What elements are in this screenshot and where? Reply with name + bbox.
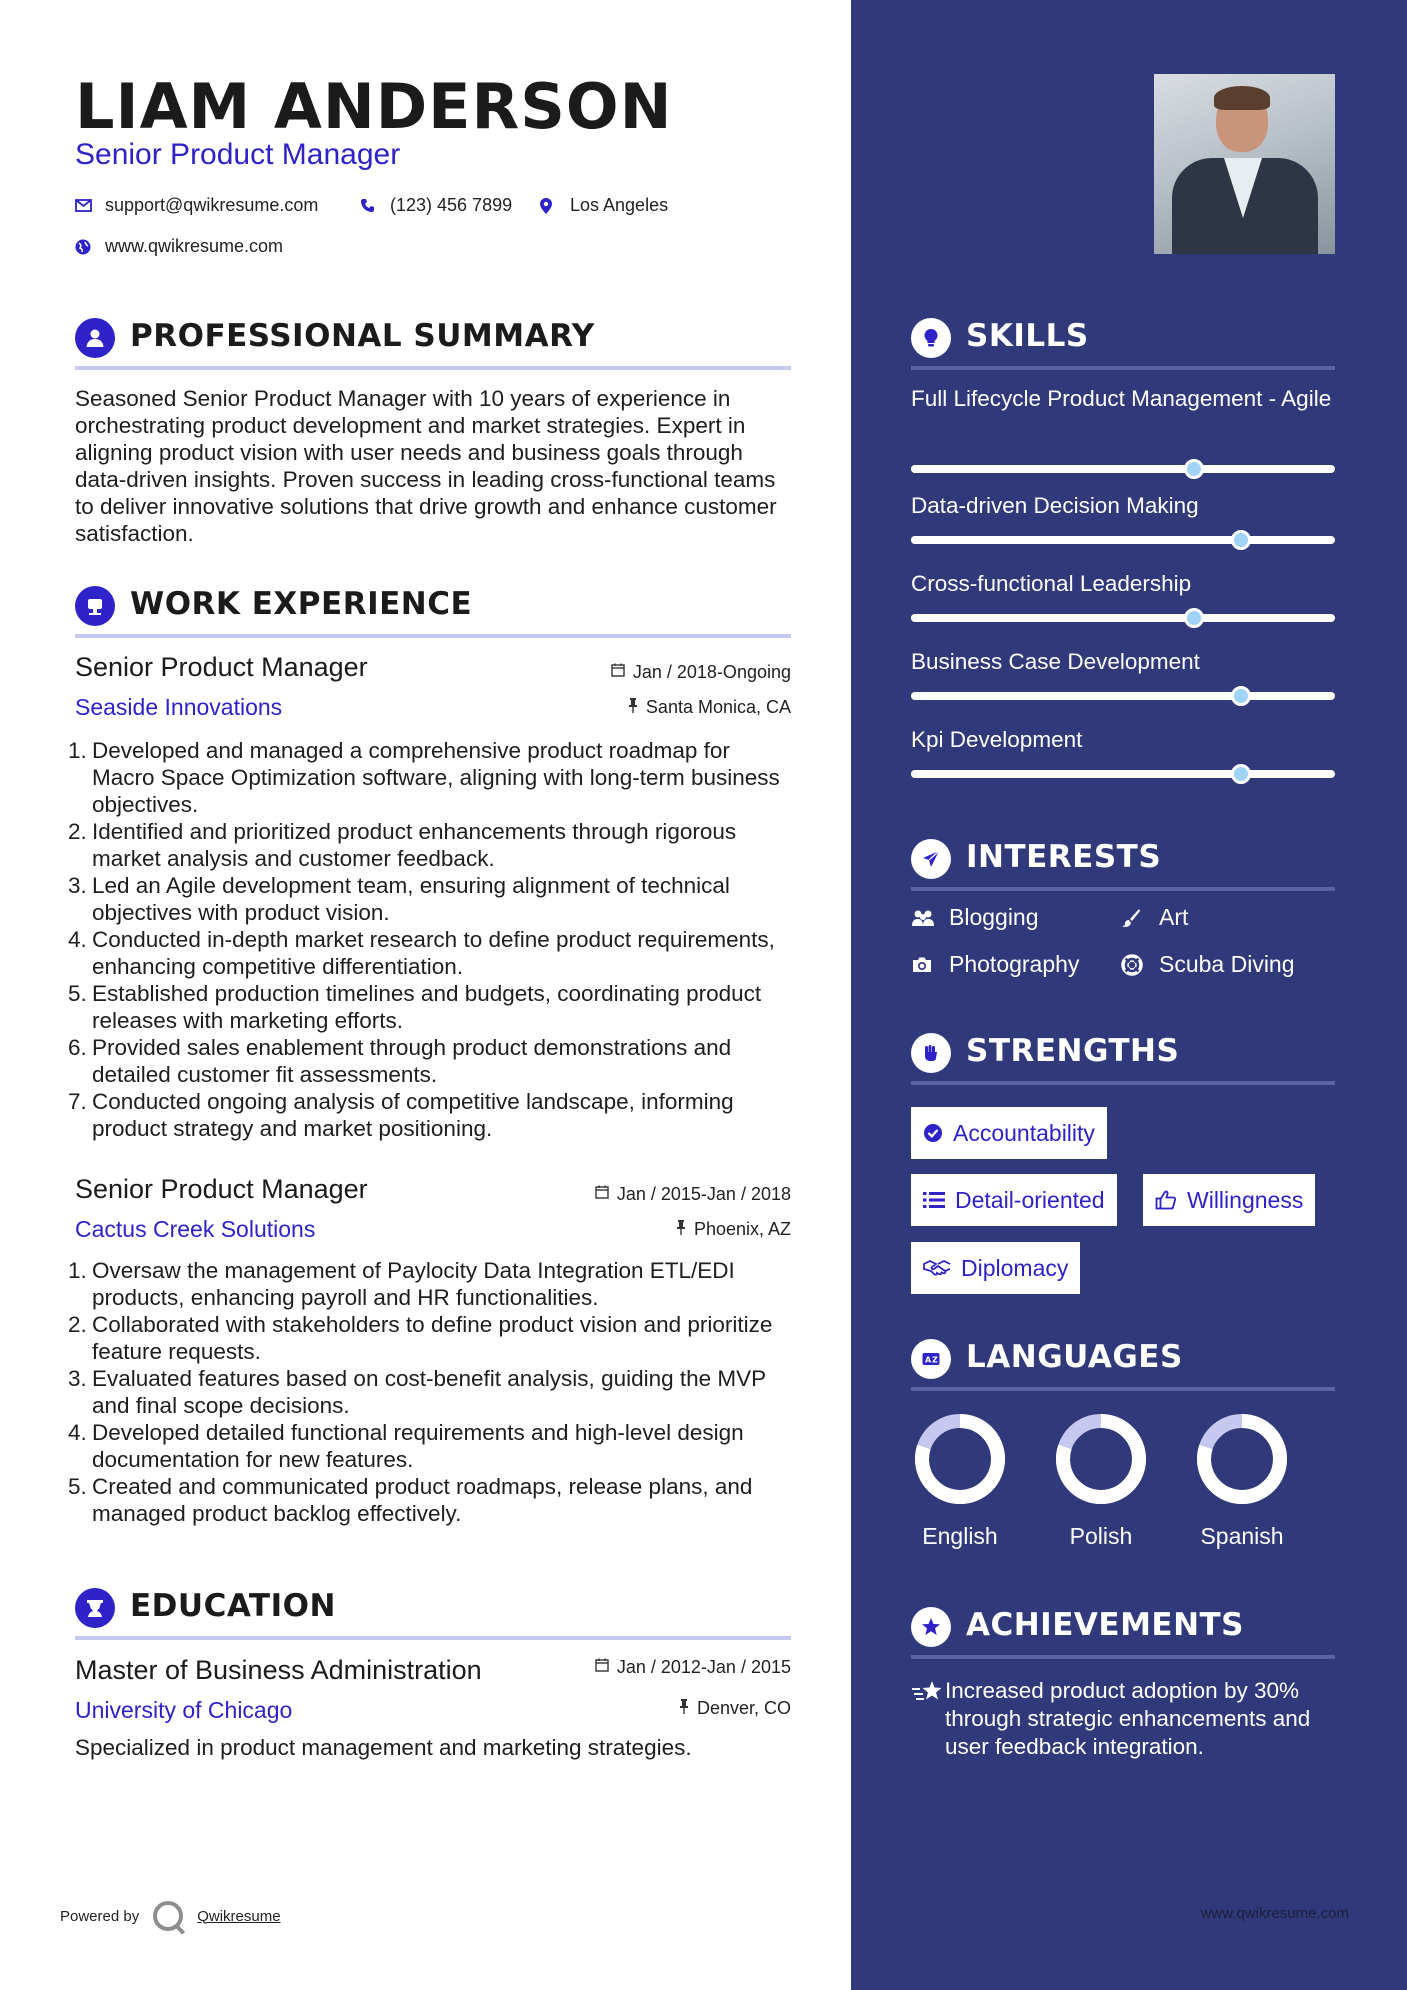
bullet-text: Developed and managed a comprehensive product roadmap for Macro Space Optimization software, aligning with long-term business objectives. xyxy=(92,738,780,817)
language-label: Spanish xyxy=(1200,1523,1284,1549)
bullet-item xyxy=(68,1257,798,1311)
skill-bar xyxy=(911,692,1335,700)
skill-bar xyxy=(911,465,1335,473)
footer-site[interactable]: www.qwikresume.com xyxy=(1200,1905,1349,1922)
section-interests-header xyxy=(911,833,1335,891)
job-1-dates-text: Jan / 2018-Ongoing xyxy=(632,662,791,682)
interest-label: Art xyxy=(1159,904,1189,930)
paper-plane-icon xyxy=(911,839,951,879)
job-2-bullet-list xyxy=(68,1257,798,1527)
bullet-text: Developed detailed functional requirements and high-level design documentation for new features. xyxy=(92,1420,744,1472)
skill-level-knob xyxy=(1184,459,1204,479)
job-2-location-text: Phoenix, AZ xyxy=(693,1219,791,1239)
bullet-number: 4. xyxy=(68,1420,87,1445)
bullet-item xyxy=(68,980,798,1034)
section-summary-title: PROFESSIONAL SUMMARY xyxy=(130,318,595,354)
job-2-company: Cactus Creek Solutions xyxy=(75,1216,316,1242)
check-circle-icon xyxy=(923,1123,943,1143)
interest-item xyxy=(1121,951,1295,978)
skill-bar-fill xyxy=(911,465,1194,473)
bullet-number: 5. xyxy=(68,1474,87,1499)
bullet-number: 6. xyxy=(68,1035,87,1060)
contact-email[interactable] xyxy=(75,195,318,216)
language-item xyxy=(1187,1413,1297,1550)
section-education-title: EDUCATION xyxy=(130,1588,336,1624)
job-1-bullet-list xyxy=(68,737,798,1142)
job-1-dates xyxy=(611,662,791,683)
section-summary-header xyxy=(75,312,791,370)
powered-by-label: Powered by xyxy=(60,1907,140,1925)
interest-label: Blogging xyxy=(949,904,1039,930)
email-text: support@qwikresume.com xyxy=(105,195,319,215)
graduation-icon xyxy=(75,1588,115,1628)
section-experience-title: WORK EXPERIENCE xyxy=(130,586,473,622)
list-icon xyxy=(923,1191,945,1209)
education-location-text: Denver, CO xyxy=(696,1698,791,1718)
users-icon xyxy=(911,909,949,927)
bullet-item xyxy=(68,1473,798,1527)
bullet-number: 7. xyxy=(68,1089,87,1114)
bullet-text: Oversaw the management of Paylocity Data Integration ETL/EDI products, enhancing payroll and HR functionalities. xyxy=(92,1258,735,1310)
bullet-number: 3. xyxy=(68,873,87,898)
star-badge-icon xyxy=(911,1607,951,1647)
powered-by xyxy=(60,1901,281,1931)
bullet-text: Identified and prioritized product enhancements through rigorous market analysis and customer feedback. xyxy=(92,819,737,871)
education-dates xyxy=(595,1657,791,1678)
language-ring-gauge xyxy=(1196,1413,1288,1505)
location-text: Los Angeles xyxy=(570,195,669,215)
skill-bar-fill xyxy=(911,536,1241,544)
bullet-text: Established production timelines and budgets, coordinating product releases with marketing efforts. xyxy=(92,981,762,1033)
strength-chip xyxy=(1143,1174,1315,1226)
strength-label: Detail-oriented xyxy=(955,1186,1105,1213)
education-school: University of Chicago xyxy=(75,1697,293,1723)
skill-label: Business Case Development xyxy=(911,649,1200,674)
language-item xyxy=(1046,1413,1156,1550)
qwikresume-logo-icon xyxy=(153,1901,183,1931)
education-degree: Master of Business Administration xyxy=(75,1655,482,1685)
section-achievements-header xyxy=(911,1601,1335,1659)
contact-website[interactable] xyxy=(75,236,283,257)
job-1-company: Seaside Innovations xyxy=(75,694,283,720)
job-1-location-text: Santa Monica, CA xyxy=(645,697,791,717)
interest-label: Scuba Diving xyxy=(1159,951,1295,977)
bullet-text: Collaborated with stakeholders to define product vision and prioritize feature requests. xyxy=(92,1312,773,1364)
skill-label: Full Lifecycle Product Management - Agile xyxy=(911,386,1332,411)
sidebar-column xyxy=(851,0,1407,1990)
skill-item xyxy=(911,648,1335,676)
interest-label: Photography xyxy=(949,951,1080,977)
skill-bar-fill xyxy=(911,770,1241,778)
achievement-item xyxy=(911,1677,1341,1761)
bullet-number: 2. xyxy=(68,819,87,844)
svg-text:A: A xyxy=(925,1355,932,1365)
section-education-header xyxy=(75,1582,791,1640)
skill-bar xyxy=(911,770,1335,778)
globe-icon xyxy=(75,239,105,255)
phone-icon xyxy=(360,198,390,213)
fist-icon xyxy=(911,1033,951,1073)
section-skills-title: SKILLS xyxy=(966,318,1089,354)
thumbs-up-icon xyxy=(1155,1189,1177,1211)
skill-label: Data-driven Decision Making xyxy=(911,493,1199,518)
bullet-number: 4. xyxy=(68,927,87,952)
job-2-dates xyxy=(595,1184,791,1205)
section-strengths-title: STRENGTHS xyxy=(966,1033,1180,1069)
life-ring-icon xyxy=(1121,954,1159,976)
lightbulb-icon xyxy=(911,318,951,358)
pushpin-icon xyxy=(628,698,638,718)
section-strengths-header xyxy=(911,1027,1335,1085)
section-achievements-title: ACHIEVEMENTS xyxy=(966,1607,1245,1643)
strength-label: Accountability xyxy=(953,1119,1095,1146)
job-1-role: Senior Product Manager xyxy=(75,652,368,682)
language-item xyxy=(905,1413,1015,1550)
bullet-item xyxy=(68,872,798,926)
job-1-location xyxy=(628,697,791,718)
strength-chip xyxy=(911,1242,1080,1294)
bullet-number: 2. xyxy=(68,1312,87,1337)
brush-icon xyxy=(1121,908,1159,928)
contact-phone[interactable] xyxy=(360,195,512,216)
briefcase-icon xyxy=(75,586,115,626)
phone-text: (123) 456 7899 xyxy=(390,195,513,215)
qwikresume-link[interactable]: Qwikresume xyxy=(197,1907,281,1925)
strength-label: Diplomacy xyxy=(961,1254,1069,1281)
achievement-text: Increased product adoption by 30% through strategic enhancements and user feedback integration. xyxy=(945,1678,1311,1759)
interest-item xyxy=(911,904,1039,931)
calendar-icon xyxy=(595,1185,609,1204)
bullet-text: Led an Agile development team, ensuring alignment of technical objectives with product vision. xyxy=(92,873,730,925)
skill-label: Cross-functional Leadership xyxy=(911,571,1192,596)
website-text: www.qwikresume.com xyxy=(105,236,284,256)
pushpin-icon xyxy=(676,1220,686,1240)
camera-icon xyxy=(911,956,949,974)
job-2-location xyxy=(676,1219,791,1240)
bullet-item xyxy=(68,1088,798,1142)
skill-bar xyxy=(911,536,1335,544)
bullet-item xyxy=(68,1034,798,1088)
bullet-text: Created and communicated product roadmaps, release plans, and managed product backlog effectively. xyxy=(92,1474,753,1526)
skill-label: Kpi Development xyxy=(911,727,1083,752)
section-languages-title: LANGUAGES xyxy=(966,1339,1183,1375)
skill-item xyxy=(911,385,1335,413)
language-ring-gauge xyxy=(914,1413,1006,1505)
bullet-item xyxy=(68,1419,798,1473)
calendar-icon xyxy=(595,1658,609,1677)
skill-level-knob xyxy=(1231,686,1251,706)
section-interests-title: INTERESTS xyxy=(966,839,1162,875)
skill-level-knob xyxy=(1231,764,1251,784)
bullet-text: Evaluated features based on cost-benefit analysis, guiding the MVP and final scope decisions. xyxy=(92,1366,766,1418)
education-description: Specialized in product management and marketing strategies. xyxy=(75,1735,692,1760)
job-2-role: Senior Product Manager xyxy=(75,1174,368,1204)
education-location xyxy=(679,1698,791,1719)
bullet-item xyxy=(68,818,798,872)
section-skills-header xyxy=(911,312,1335,370)
section-experience-header xyxy=(75,580,791,638)
skill-bar-fill xyxy=(911,692,1241,700)
pushpin-icon xyxy=(679,1699,689,1719)
skill-level-knob xyxy=(1231,530,1251,550)
skill-item xyxy=(911,570,1335,598)
interest-item xyxy=(911,951,1079,978)
interest-item xyxy=(1121,904,1188,931)
bullet-text: Conducted ongoing analysis of competitive landscape, informing product strategy and market positioning. xyxy=(92,1089,734,1141)
bullet-text: Provided sales enablement through product demonstrations and detailed customer fit assessments. xyxy=(92,1035,732,1087)
bullet-number: 1. xyxy=(68,1258,87,1283)
section-languages-header xyxy=(911,1333,1335,1391)
job-2-dates-text: Jan / 2015-Jan / 2018 xyxy=(616,1184,791,1204)
bullet-item xyxy=(68,1311,798,1365)
svg-text:Z: Z xyxy=(932,1355,938,1365)
calendar-icon xyxy=(611,663,625,682)
bullet-number: 3. xyxy=(68,1366,87,1391)
language-label: English xyxy=(922,1523,998,1549)
handshake-icon xyxy=(923,1258,951,1278)
summary-text: Seasoned Senior Product Manager with 10 years of experience in orchestrating product development and market strategies. Expert in aligning product vision with user needs and business goals through data-driven insights. Proven success in leading cross-functional teams to deliver innovative solutions that drive growth and enhance customer satisfaction. xyxy=(75,386,777,546)
education-dates-text: Jan / 2012-Jan / 2015 xyxy=(616,1657,791,1677)
translate-icon xyxy=(911,1339,951,1379)
skill-bar-fill xyxy=(911,614,1194,622)
contact-location xyxy=(540,195,668,216)
skill-item xyxy=(911,726,1335,754)
profile-photo xyxy=(1154,74,1335,254)
strength-chip xyxy=(911,1174,1117,1226)
bullet-number: 1. xyxy=(68,738,87,763)
strength-label: Willingness xyxy=(1187,1186,1304,1213)
bullet-text: Conducted in-depth market research to define product requirements, enhancing competitive differentiation. xyxy=(92,927,775,979)
candidate-title: Senior Product Manager xyxy=(75,138,401,171)
language-label: Polish xyxy=(1069,1523,1133,1549)
envelope-icon xyxy=(75,199,105,212)
user-icon xyxy=(75,318,115,358)
bullet-item xyxy=(68,1365,798,1419)
skill-level-knob xyxy=(1184,608,1204,628)
shooting-star-icon xyxy=(911,1677,945,1761)
map-pin-icon xyxy=(540,198,570,214)
skill-bar xyxy=(911,614,1335,622)
strength-chip xyxy=(911,1107,1107,1159)
candidate-name: LIAM ANDERSON xyxy=(75,70,673,143)
bullet-number: 5. xyxy=(68,981,87,1006)
bullet-item xyxy=(68,926,798,980)
bullet-item xyxy=(68,737,798,818)
language-ring-gauge xyxy=(1055,1413,1147,1505)
skill-item xyxy=(911,492,1335,520)
